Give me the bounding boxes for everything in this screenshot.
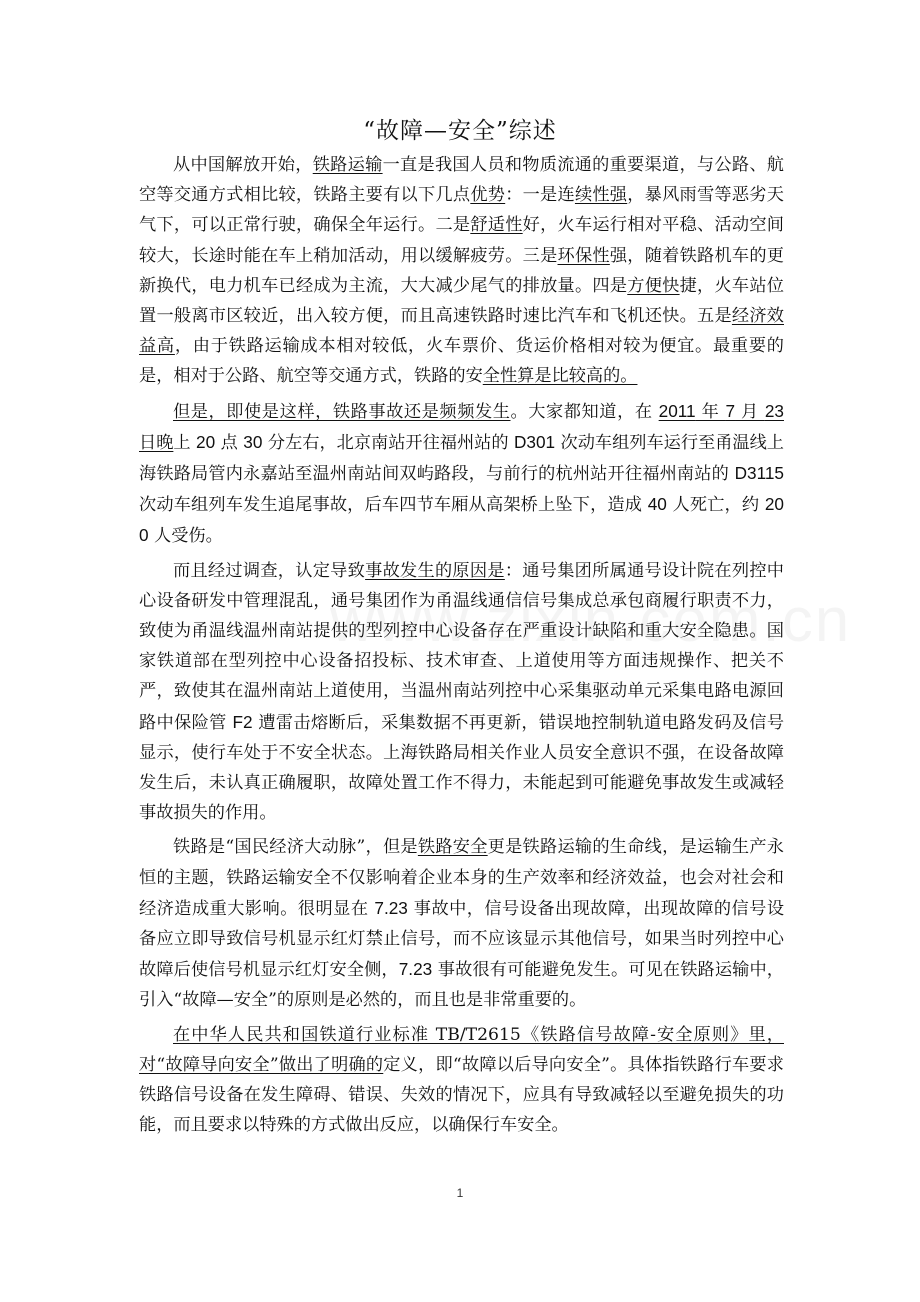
paragraph-standard: 在中华人民共和国铁道行业标准 TB/T2615《铁路信号故障-安全原则》里，对“故障导向安全”做出了明确的定义，即“故障以后导向安全”。具体指铁路行车要求铁路信号设备在发生障碍、错误、失效的情况下，应具有导致减轻以至避免损失的功能，而且要求以特殊的方式做出反应，以确保行车安全。 (139, 1024, 784, 1136)
paragraph-safety: 铁路是“国民经济大动脉”，但是铁路安全更是铁路运输的生命线，是运输生产永恒的主题，铁路运输安全不仅影响着企业本身的生产效率和经济效益，也会对社会和经济造成重大影响。很明显在 7.23 事故中，信号设备出现故障，出现故障的信号设备应立即导致信号机显示红灯禁止信号，而不应该显示其他信号，如果当时列控中心故障后使信号机显示红灯安全侧，7.23 事故很有可能避免发生。可见在铁路运输中，引入“故障—安全”的原则是必然的，而且也是非常重要的。 (139, 837, 785, 1011)
page-number: 1 (456, 1186, 464, 1200)
document-body (139, 150, 784, 1145)
document-title: “故障—安全”综述 (363, 118, 557, 144)
paragraph-advantages: 从中国解放开始，铁路运输一直是我国人员和物质流通的重要渠道，与公路、航空等交通方式相比较，铁路主要有以下几点优势：一是连续性强，暴风雨雪等恶劣天气下，可以正常行驶，确保全年运行。二是舒适性好，火车运行相对平稳、活动空间较大，长途时能在车上稍加活动，用以缓解疲劳。三是环保性强，随着铁路机车的更新换代，电力机车已经成为主流，大大减少尾气的排放量。四是方便快捷，火车站位置一般离市区较近，出入较方便，而且高速铁路时速比汽车和飞机还快。五是经济效益高，由于铁路运输成本相对较低，火车票价、货运价格相对较为便宜。最重要的是，相对于公路、航空等交通方式，铁路的安全性算是比较高的。 (139, 155, 784, 387)
paragraph-investigation: 而且经过调查，认定导致事故发生的原因是：通号集团所属通号设计院在列控中心设备研发中管理混乱，通号集团作为甬温线通信信号集成总承包商履行职责不力，致使为甬温线温州南站提供的型列控中心设备存在严重设计缺陷和重大安全隐患。国家铁道部在型列控中心设备招投标、技术审查、上道使用等方面违规操作、把关不严，致使其在温州南站上道使用，当温州南站列控中心采集驱动单元采集电路电源回路中保险管 F2 遭雷击熔断后，采集数据不再更新，错误地控制轨道电路发码及信号显示，使行车处于不安全状态。上海铁路局相关作业人员安全意识不强，在设备故障发生后，未认真正确履职，故障处置工作不得力，未能起到可能避免事故发生或减轻事故损失的作用。 (139, 560, 785, 824)
paragraph-accident: 但是，即使是这样，铁路事故还是频频发生。大家都知道，在 2011 年 7 月 23 日晚上 20 点 30 分左右，北京南站开往福州站的 D301 次动车组列车运行至甬温线上海铁路局管内永嘉站至温州南站间双屿路段，与前行的杭州站开往福州南站的 D3115 次动车组列车发生追尾事故，后车四节车厢从高架桥上坠下，造成 40 人死亡，约 200 人受伤。 (139, 400, 784, 547)
